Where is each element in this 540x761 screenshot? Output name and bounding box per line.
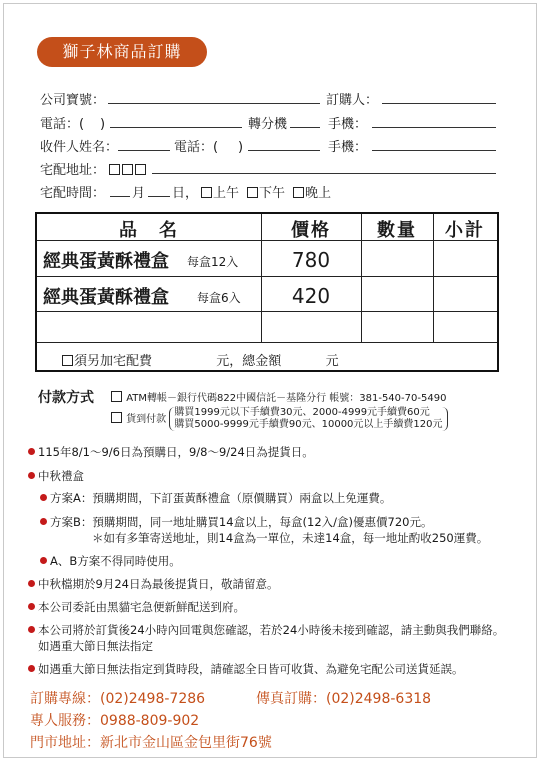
product-spec: 每盒6入 xyxy=(197,291,241,305)
phone-field[interactable] xyxy=(110,127,242,128)
header-name: 品 名 xyxy=(119,220,179,241)
cod-label: 貨到付款 xyxy=(126,414,167,425)
note-item: 如遇重大節日無法指定到貨時段，請確認全日皆可收貨、為避免宅配公司送貨延誤。 xyxy=(28,661,464,677)
month-field[interactable] xyxy=(110,196,130,197)
atm-option[interactable] xyxy=(110,389,446,404)
store-address: 門市地址：新北市金山區金包里街76號 xyxy=(30,735,272,751)
cod-fee-notes xyxy=(169,407,447,431)
total-label: 元，總金額 xyxy=(216,354,282,369)
pm-option[interactable] xyxy=(246,185,285,203)
day-field[interactable] xyxy=(148,196,170,197)
note-item: 中秋檔期於9月24日為最後提貨日，敬請留意。 xyxy=(28,576,278,592)
month-label: 月 xyxy=(132,186,146,201)
phone-paren-close: ) xyxy=(100,117,106,132)
cod-option[interactable] xyxy=(110,407,448,431)
note-item: 中秋禮盒 xyxy=(28,468,84,484)
cod-fee-line: 購買1999元以下手續費30元、2000-4999元手續費60元 xyxy=(174,407,430,418)
row-divider xyxy=(37,311,497,312)
note-item: 本公司委託由黑貓宅急便新鮮配送到府。 xyxy=(28,599,245,615)
evening-checkbox[interactable] xyxy=(293,187,304,198)
plan-ab: A、B方案不得同時使用。 xyxy=(40,553,181,569)
row-divider xyxy=(37,342,497,343)
recipient-mobile-label: 手機： xyxy=(328,140,368,155)
atm-checkbox[interactable] xyxy=(111,391,122,402)
evening-label: 晚上 xyxy=(305,186,332,201)
address-label: 宅配地址： xyxy=(40,163,106,178)
table-footer xyxy=(61,350,339,369)
note-item: 115年8/1～9/6日為預購日，9/8～9/24日為提貨日。 xyxy=(28,444,314,460)
payment-title: 付款方式 xyxy=(38,390,94,406)
ext-field[interactable] xyxy=(290,127,320,128)
plan-a: 方案A：預購期間，下訂蛋黃酥禮盒（原價購買）兩盒以上免運費。 xyxy=(40,490,391,506)
plan-b: 方案B：預購期間，同一地址購買14盒以上，每盒(12入/盒)優惠價720元。 xyxy=(40,514,432,530)
am-option[interactable] xyxy=(200,185,239,203)
recipient-phone-field[interactable] xyxy=(248,150,320,151)
company-field[interactable] xyxy=(108,103,320,104)
am-checkbox[interactable] xyxy=(201,187,212,198)
pm-checkbox[interactable] xyxy=(247,187,258,198)
delivery-fee-label: 須另加宅配費 xyxy=(74,354,153,369)
zip-boxes[interactable] xyxy=(108,162,147,180)
recipient-mobile-field[interactable] xyxy=(372,150,496,151)
ext-label: 轉分機 xyxy=(248,117,288,132)
header-subtotal: 小計 xyxy=(445,220,485,241)
fax-order: 傳真訂購：(02)2498-6318 xyxy=(256,691,432,707)
product-name: 經典蛋黃酥禮盒 xyxy=(43,251,169,272)
product-spec: 每盒12入 xyxy=(187,255,239,269)
product-price: 420 xyxy=(291,284,331,308)
delivery-fee-checkbox[interactable] xyxy=(62,355,73,366)
recipient-field[interactable] xyxy=(118,150,170,151)
product-name: 經典蛋黃酥禮盒 xyxy=(43,287,169,308)
note-subline: 如遇重大節日無法指定 xyxy=(38,639,153,653)
pm-label: 下午 xyxy=(259,186,286,201)
page-title: 獅子林商品訂購 xyxy=(37,37,207,67)
mobile-field[interactable] xyxy=(372,127,496,128)
plan-b-note: ＊如有多筆寄送地址，則14盒為一單位，未達14盒，每一地址酌收250運費。 xyxy=(92,531,489,545)
service-line: 專人服務：0988-809-902 xyxy=(30,713,200,729)
phone-label: 電話：( xyxy=(40,117,85,132)
currency-suffix: 元 xyxy=(325,354,339,369)
order-table xyxy=(35,212,499,372)
evening-option[interactable] xyxy=(292,185,331,203)
address-field[interactable] xyxy=(152,173,496,174)
atm-label: ATM轉帳－銀行代碼822中國信託－基隆分行 帳號：381-540-70-5490 xyxy=(126,393,447,404)
orderer-label: 訂購人： xyxy=(326,93,379,108)
order-hotline: 訂購專線：(02)2498-7286 xyxy=(30,691,206,707)
delivery-time-label: 宅配時間： xyxy=(40,186,106,201)
orderer-field[interactable] xyxy=(382,103,496,104)
row-divider xyxy=(37,276,497,277)
note-item: 本公司將於訂貨後24小時內回電與您確認，若於24小時後未接到確認，請主動與我們聯絡。 xyxy=(28,622,504,638)
recipient-label: 收件人姓名： xyxy=(40,140,119,155)
recipient-paren-close: ) xyxy=(238,140,244,155)
mobile-label: 手機： xyxy=(328,117,368,132)
cod-fee-line: 購買5000-9999元手續費90元、10000元以上手續費120元 xyxy=(174,419,443,430)
company-label: 公司寶號： xyxy=(40,93,106,108)
recipient-phone-label: 電話：( xyxy=(174,140,219,155)
am-label: 上午 xyxy=(213,186,240,201)
day-label: 日， xyxy=(172,186,199,201)
header-price: 價格 xyxy=(291,220,331,241)
header-qty: 數量 xyxy=(377,220,417,241)
product-price: 780 xyxy=(291,248,331,272)
cod-checkbox[interactable] xyxy=(111,412,122,423)
